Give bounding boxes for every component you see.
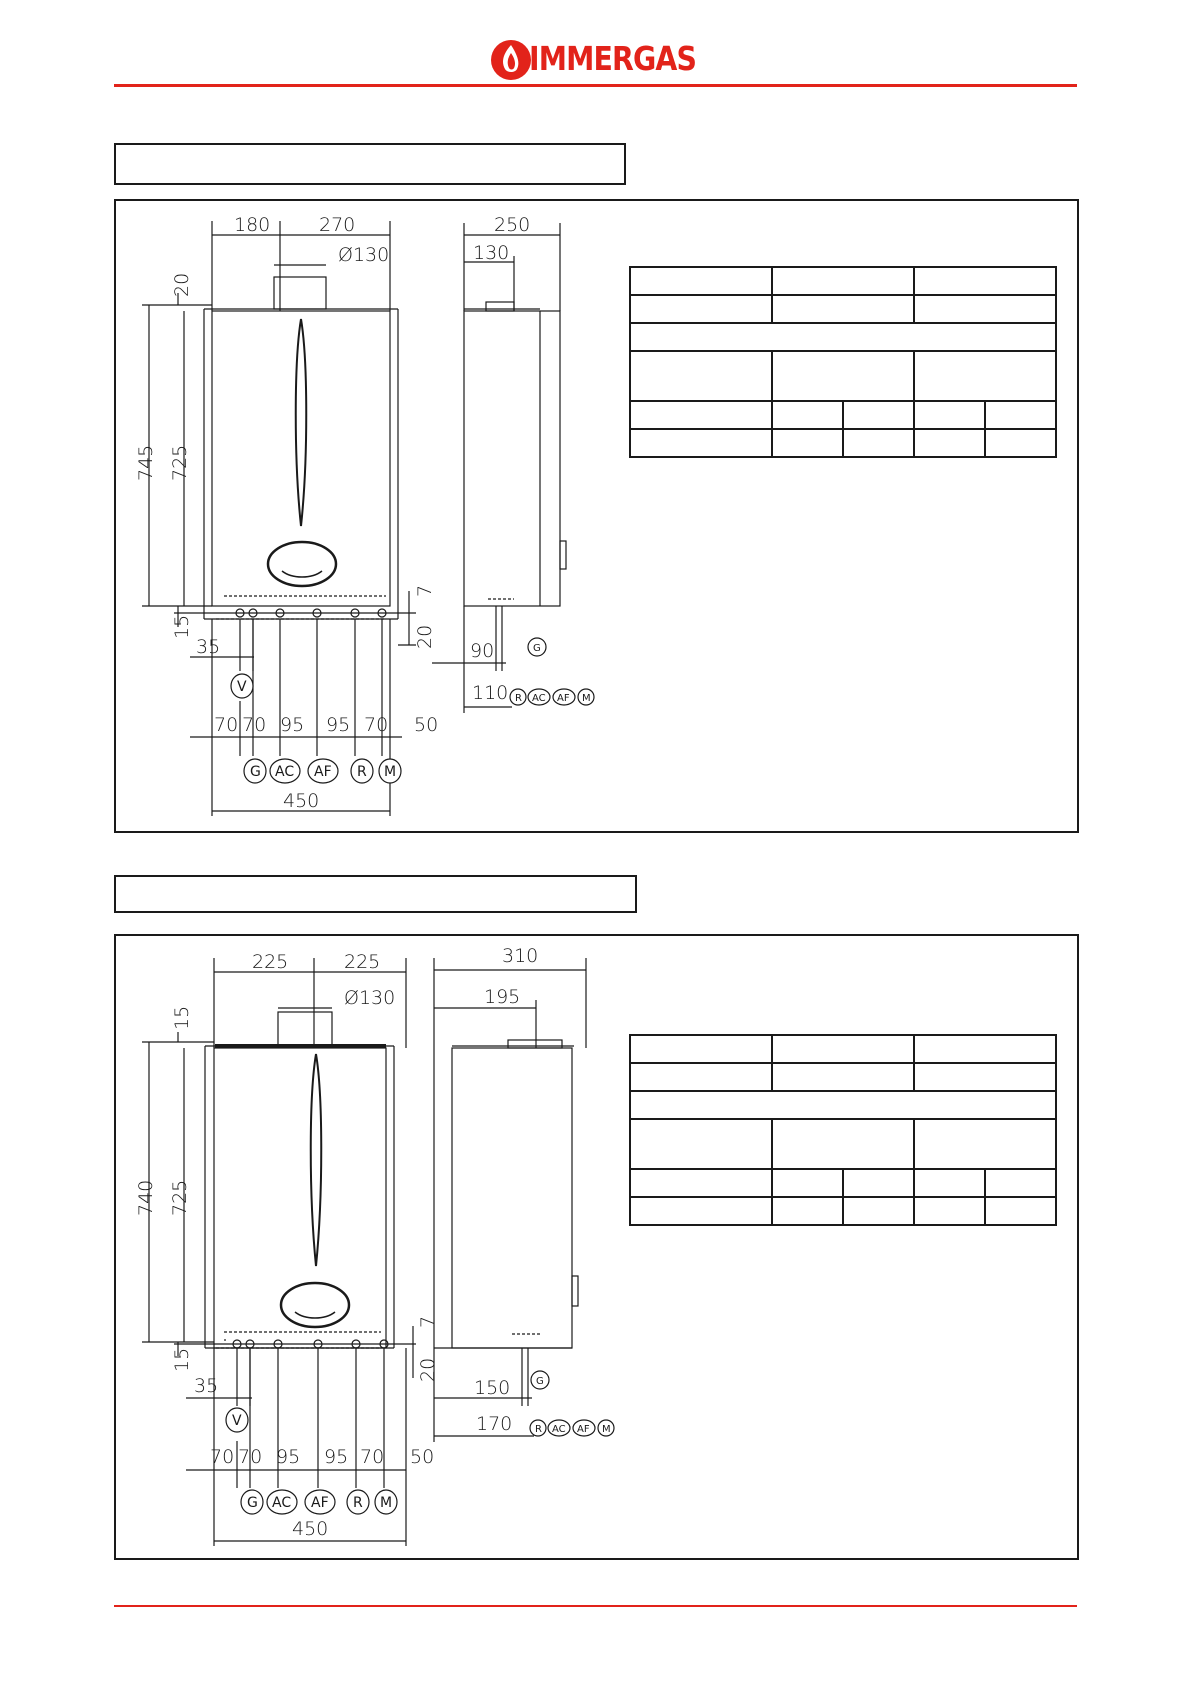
- brand-logo: [489, 38, 709, 84]
- dim-pipe-below: 20: [414, 624, 436, 649]
- drawing-panel-top: [114, 199, 1079, 833]
- dim-spacing-6: 50: [410, 1446, 435, 1468]
- dim-bottom-gap: 15: [171, 1347, 193, 1372]
- dim-height-body: 725: [169, 1179, 191, 1216]
- dim-front-width-left: 180: [234, 214, 271, 236]
- dim-side-flue-offset: 130: [473, 242, 510, 264]
- dim-spacing-6: 50: [414, 714, 439, 736]
- conn-label-m: M: [380, 1495, 393, 1511]
- dim-side-gas-depth: 90: [470, 640, 495, 662]
- dim-side-depth: 310: [502, 945, 539, 967]
- conn-label-v: V: [237, 679, 247, 695]
- conn-label-r: R: [353, 1495, 363, 1511]
- conn-label-ac: AC: [275, 764, 295, 780]
- dim-pipe-offset: 7: [414, 584, 436, 597]
- conn-label-ac: AC: [272, 1495, 292, 1511]
- flame-emblem-icon: [489, 38, 533, 82]
- spec-table-top: [629, 266, 1057, 458]
- dim-flue-diameter: Ø130: [338, 244, 390, 266]
- dim-spacing-5: 70: [360, 1446, 385, 1468]
- dim-bottom-gap: 15: [171, 614, 193, 639]
- dim-pipe-below: 20: [417, 1357, 439, 1382]
- conn-label-side-r: R: [515, 693, 522, 704]
- dim-height-body: 725: [169, 444, 191, 481]
- drawing-panel-bottom: [114, 934, 1079, 1560]
- conn-label-side-m: M: [582, 693, 591, 704]
- dim-v-offset: 35: [196, 636, 221, 658]
- dimension-drawing-bottom: [116, 936, 1077, 1558]
- dim-spacing-1: 70: [210, 1446, 235, 1468]
- conn-label-side-m: M: [602, 1424, 611, 1435]
- dim-side-depth: 250: [494, 214, 531, 236]
- brand-wordmark: IMMERGAS: [529, 39, 697, 78]
- conn-label-g: G: [247, 1495, 258, 1511]
- dim-side-pipes-depth: 170: [476, 1413, 513, 1435]
- dim-flue-diameter: Ø130: [344, 987, 396, 1009]
- dim-spacing-5: 70: [364, 714, 389, 736]
- dim-side-pipes-depth: 110: [472, 682, 509, 704]
- section-title-box-bottom: [114, 875, 637, 913]
- conn-label-side-ac: AC: [552, 1424, 566, 1435]
- dim-spacing-2: 70: [238, 1446, 263, 1468]
- conn-label-side-af: AF: [557, 693, 570, 704]
- dim-spacing-3: 95: [276, 1446, 301, 1468]
- conn-label-m: M: [384, 764, 397, 780]
- dim-top-gap: 20: [171, 272, 193, 297]
- conn-label-side-g: G: [533, 643, 541, 654]
- dim-side-gas-depth: 150: [474, 1377, 511, 1399]
- dim-width-total: 450: [292, 1518, 329, 1540]
- dim-top-gap: 15: [171, 1005, 193, 1030]
- dim-v-offset: 35: [194, 1375, 219, 1397]
- conn-label-af: AF: [311, 1495, 329, 1511]
- conn-label-side-g: G: [536, 1376, 544, 1387]
- header-rule: [114, 84, 1077, 87]
- dim-spacing-4: 95: [326, 714, 351, 736]
- conn-label-g: G: [250, 764, 261, 780]
- conn-label-r: R: [357, 764, 367, 780]
- dim-spacing-1: 70: [214, 714, 239, 736]
- dim-side-flue-offset: 195: [484, 986, 521, 1008]
- footer-rule: [114, 1605, 1077, 1607]
- dim-width-total: 450: [283, 790, 320, 812]
- dim-pipe-offset: 7: [417, 1315, 439, 1328]
- conn-label-side-ac: AC: [532, 693, 546, 704]
- conn-label-af: AF: [314, 764, 332, 780]
- dim-front-width-right: 270: [319, 214, 356, 236]
- dim-height-total: 740: [135, 1179, 157, 1216]
- dim-front-width-right: 225: [344, 951, 381, 973]
- dim-height-total: 745: [135, 444, 157, 481]
- section-title-box-top: [114, 143, 626, 185]
- conn-label-v: V: [232, 1413, 242, 1429]
- conn-label-side-af: AF: [577, 1424, 590, 1435]
- conn-label-side-r: R: [535, 1424, 542, 1435]
- dim-spacing-4: 95: [324, 1446, 349, 1468]
- dim-spacing-3: 95: [280, 714, 305, 736]
- dim-front-width-left: 225: [252, 951, 289, 973]
- dim-spacing-2: 70: [242, 714, 267, 736]
- spec-table-bottom: [629, 1034, 1057, 1226]
